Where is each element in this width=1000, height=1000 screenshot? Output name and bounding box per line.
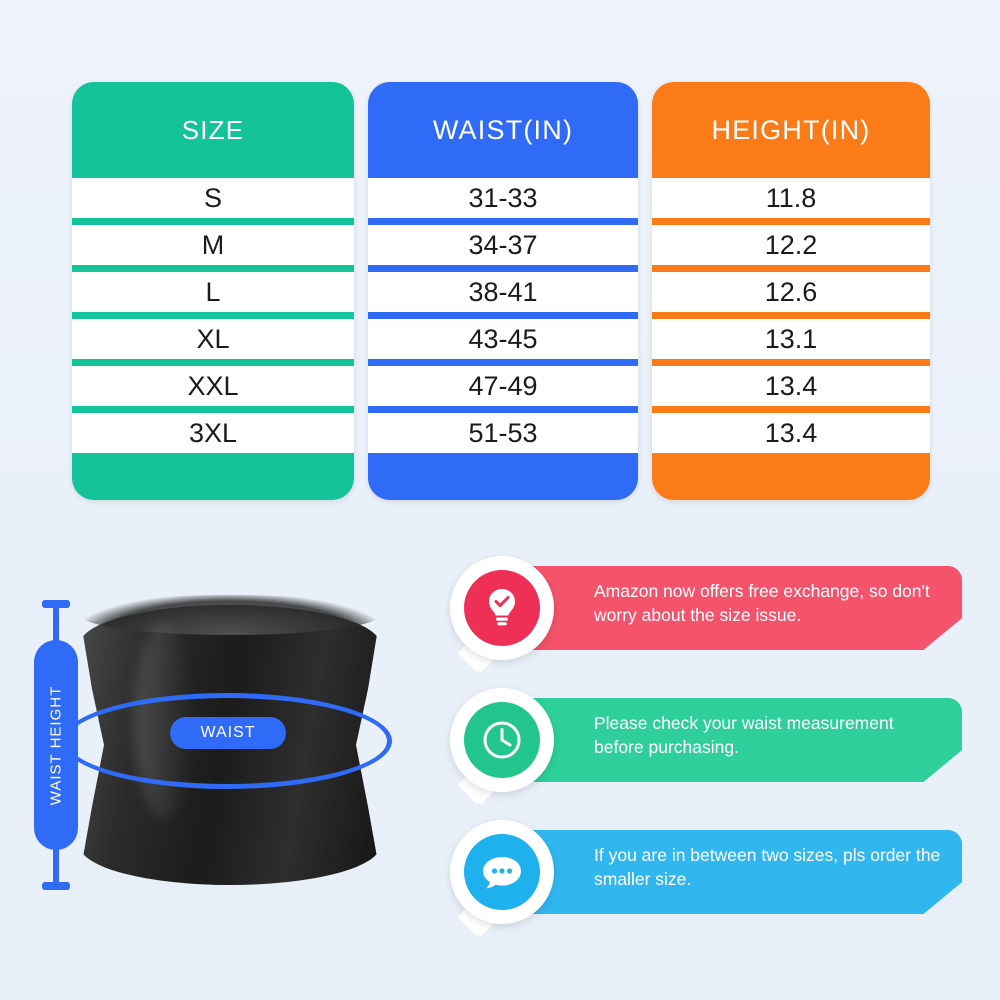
table-cell: 47-49 — [368, 366, 638, 406]
column-cells-size — [72, 178, 354, 453]
size-chart-column-size — [72, 82, 354, 500]
waist-label: WAIST — [170, 717, 286, 749]
notes-panel — [430, 548, 982, 968]
waist-height-label-text: WAIST HEIGHT — [47, 685, 65, 805]
table-cell: 13.4 — [652, 413, 930, 453]
table-cell: 3XL — [72, 413, 354, 453]
table-cell: XXL — [72, 366, 354, 406]
note-text: Please check your waist measurement before purchasing. — [594, 713, 894, 757]
note-badge — [450, 688, 554, 792]
note-item — [450, 820, 962, 924]
note-text: Amazon now offers free exchange, so don't worry about the size issue. — [594, 581, 930, 625]
table-cell: 13.4 — [652, 366, 930, 406]
column-cells-height — [652, 178, 930, 453]
note-badge — [450, 556, 554, 660]
column-cells-waist — [368, 178, 638, 453]
note-badge — [450, 820, 554, 924]
size-chart-column-height — [652, 82, 930, 500]
table-cell: XL — [72, 319, 354, 359]
table-cell: 12.6 — [652, 272, 930, 312]
clock-icon — [464, 702, 540, 778]
table-cell: S — [72, 178, 354, 218]
column-header-waist: WAIST(IN) — [432, 114, 574, 145]
table-cell: 31-33 — [368, 178, 638, 218]
table-cell: 12.2 — [652, 225, 930, 265]
table-cell: 38-41 — [368, 272, 638, 312]
measure-cap-bottom-icon — [42, 882, 70, 890]
product-illustration — [20, 545, 430, 975]
lightbulb-icon — [464, 570, 540, 646]
table-cell: 13.1 — [652, 319, 930, 359]
note-item — [450, 556, 962, 660]
table-cell: 51-53 — [368, 413, 638, 453]
table-cell: 11.8 — [652, 178, 930, 218]
band-top-shade — [80, 595, 380, 635]
table-cell: L — [72, 272, 354, 312]
table-cell: M — [72, 225, 354, 265]
chat-bubble-icon — [464, 834, 540, 910]
size-chart-column-waist — [368, 82, 638, 500]
table-cell: 43-45 — [368, 319, 638, 359]
table-cell: 34-37 — [368, 225, 638, 265]
column-header-size: SIZE — [181, 114, 245, 145]
size-chart-table — [72, 82, 930, 500]
note-text: If you are in between two sizes, pls order the smaller size. — [594, 845, 941, 889]
column-header-height: HEIGHT(IN) — [711, 114, 871, 145]
note-item — [450, 688, 962, 792]
